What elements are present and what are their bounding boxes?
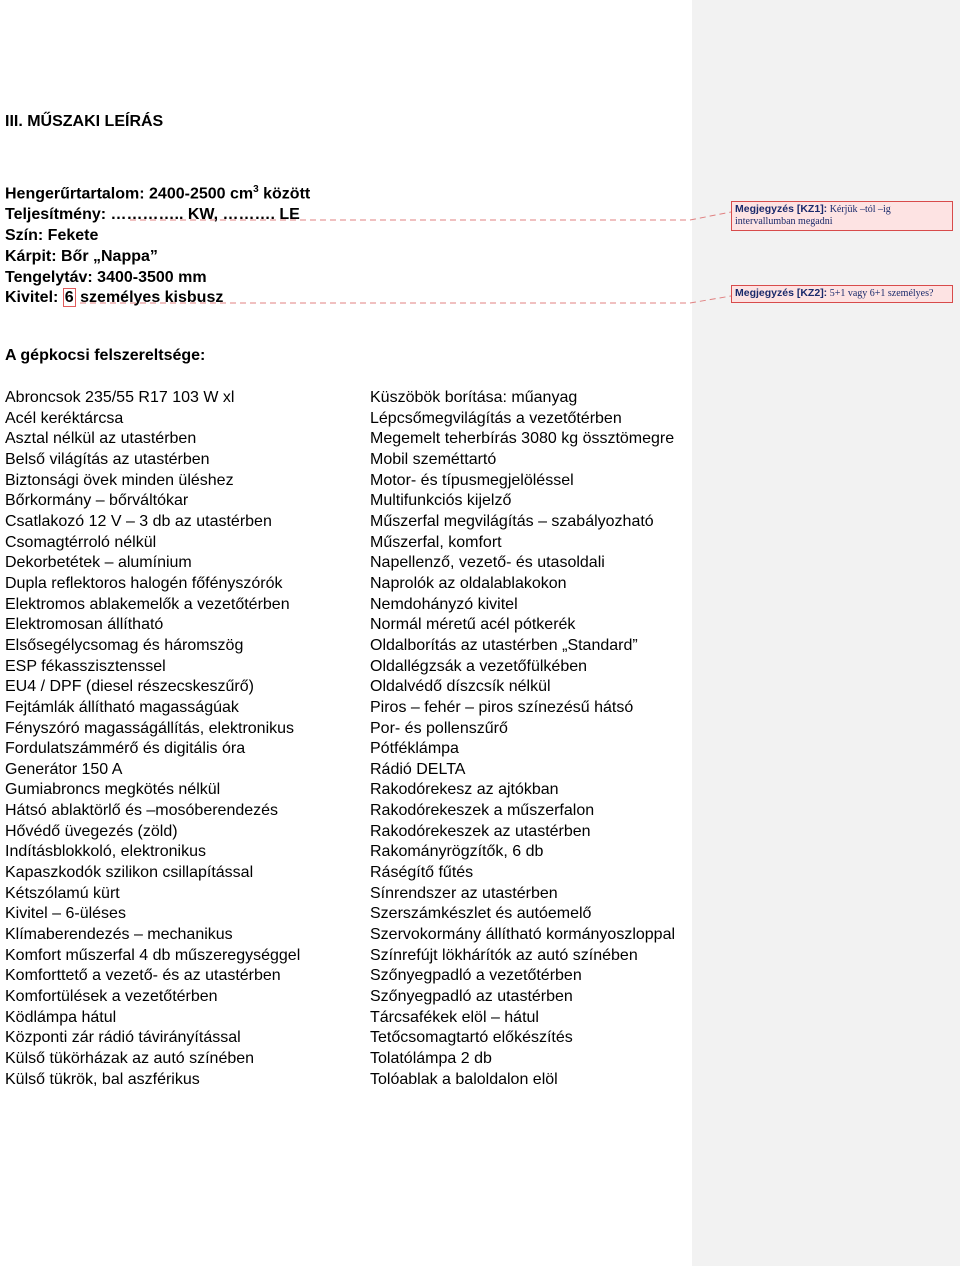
equipment-item: Tárcsafékek elöl – hátul [370,1008,539,1026]
equipment-item: ESP fékasszisztenssel [5,657,166,675]
equipment-item: Szőnyegpadló az utastérben [370,988,573,1006]
equipment-item: Elsősegélycsomag és háromszög [5,636,244,654]
equipment-item: Ráségítő fűtés [370,864,474,882]
comment-text: Kérjük –tól –ig intervallumban megadni [735,204,891,227]
spec-color: Szín: Fekete [5,226,99,244]
equipment-item: Biztonsági övek minden üléshez [5,471,234,489]
equipment-item: Asztal nélkül az utastérben [5,430,197,448]
equipment-item: Por- és pollenszűrő [370,719,508,737]
equipment-item: Hátsó ablaktörlő és –mosóberendezés [5,802,279,820]
equipment-item: Indításblokkoló, elektronikus [5,843,206,861]
equipment-item: Oldalvédő díszcsík nélkül [370,678,551,696]
spec-layout [5,288,405,309]
comment-text: 5+1 vagy 6+1 személyes? [829,288,934,299]
comment-kz2[interactable] [731,285,953,303]
spec-wheelbase: Tengelytáv: 3400-3500 mm [5,268,207,286]
equipment-item: Gumiabroncs megkötés nélkül [5,781,221,799]
spec-engine-text: Hengerűrtartalom: 2400-2500 cm [5,185,254,203]
equipment-item: Acél keréktárcsa [5,409,124,427]
equipment-item: Piros – fehér – piros színezésű hátsó [370,698,634,716]
equipment-item: EU4 / DPF (diesel részecskeszűrő) [5,678,254,696]
equipment-item: Hővédő üvegezés (zöld) [5,822,178,840]
equipment-item: Külső tükrök, bal aszférikus [5,1070,200,1088]
equipment-item: Oldallégzsák a vezetőfülkében [370,657,588,675]
equipment-list-right [370,388,682,1090]
comment-kz1[interactable] [731,201,953,231]
equipment-item: Komfortülések a vezetőtérben [5,988,218,1006]
equipment-item: Pótféklámpa [370,740,459,758]
equipment-item: Generátor 150 A [5,760,123,778]
equipment-item: Rakodórekeszek az utastérben [370,822,591,840]
equipment-title: A gépkocsi felszereltsége: [5,347,206,364]
equipment-item: Rádió DELTA [370,760,466,778]
equipment-item: Lépcsőmegvilágítás a vezetőtérben [370,409,622,427]
spec-layout-suffix: személyes kisbusz [75,289,224,307]
equipment-item: Tetőcsomagtartó előkészítés [370,1029,573,1047]
equipment-item: Csatlakozó 12 V – 3 db az utastérben [5,512,272,530]
comment-highlight[interactable]: 6 [64,289,74,307]
equipment-item: Központi zár rádió távirányítással [5,1029,241,1047]
equipment-item: Rakományrögzítők, 6 db [370,843,544,861]
equipment-list-left [5,388,317,1090]
spec-list [5,180,405,309]
equipment-item: Szőnyegpadló a vezetőtérben [370,967,582,985]
equipment-item: Multifunkciós kijelző [370,492,512,510]
equipment-item: Bőrkormány – bőrváltókar [5,492,189,510]
equipment-item: Napellenző, vezető- és utasoldali [370,554,605,572]
equipment-item: Műszerfal, komfort [370,533,502,551]
equipment-item: Oldalborítás az utastérben „Standard” [370,636,638,654]
equipment-item: Rakodórekeszek a műszerfalon [370,802,595,820]
equipment-item: Dupla reflektoros halogén főfényszórók [5,574,283,592]
equipment-item: Sínrendszer az utastérben [370,884,558,902]
equipment-item: Szervokormány állítható kormányoszloppal [370,926,676,944]
equipment-item: Elektromos ablakemelők a vezetőtérben [5,595,290,613]
spec-layout-text: Kivitel: [5,289,63,307]
equipment-item: Műszerfal megvilágítás – szabályozható [370,512,654,530]
section-title: III. MŰSZAKI LEÍRÁS [5,113,164,130]
spec-engine [5,180,405,205]
equipment-item: Kivitel – 6-üléses [5,905,126,923]
equipment-item: Kétszólamú kürt [5,884,120,902]
comment-ref: Megjegyzés [KZ1]: [735,203,828,215]
equipment-item: Komforttető a vezető- és az utastérben [5,967,281,985]
comment-ref: Megjegyzés [KZ2]: [735,287,828,299]
equipment-item: Fordulatszámmérő és digitális óra [5,740,246,758]
equipment-item: Csomagtérroló nélkül [5,533,157,551]
equipment-item: Komfort műszerfal 4 db műszeregységgel [5,946,301,964]
equipment-item: Fényszóró magasságállítás, elektronikus [5,719,295,737]
spec-engine-suffix: között [258,185,311,203]
equipment-item: Rakodórekesz az ajtókban [370,781,559,799]
equipment-item: Normál méretű acél pótkerék [370,616,576,634]
equipment-item: Ködlámpa hátul [5,1008,117,1026]
equipment-item: Külső tükörházak az autó színében [5,1050,255,1067]
equipment-item: Naprolók az oldalablakokon [370,574,567,592]
equipment-item: Elektromosan állítható [5,616,164,634]
equipment-item: Küszöbök borítása: műanyag [370,389,578,406]
equipment-item: Megemelt teherbírás 3080 kg össztömegre [370,430,675,448]
equipment-item: Klímaberendezés – mechanikus [5,926,233,944]
equipment-item: Abroncsok 235/55 R17 103 W xl [5,389,235,406]
equipment-item: Szerszámkészlet és autóemelő [370,905,592,923]
equipment-item: Belső világítás az utastérben [5,450,210,468]
equipment-item: Színrefújt lökhárítók az autó színében [370,946,638,964]
equipment-item: Fejtámlák állítható magasságúak [5,698,239,716]
equipment-item: Nemdohányzó kivitel [370,595,518,613]
equipment-item: Dekorbetétek – alumínium [5,554,192,572]
spec-power: Teljesítmény: ………….. KW, ………. LE [5,206,300,224]
equipment-item: Tolatólámpa 2 db [370,1050,492,1067]
equipment-item: Tolóablak a baloldalon elöl [370,1070,558,1088]
equipment-item: Kapaszkodók szilikon csillapítással [5,864,254,882]
spec-engine-sup: 3 [253,184,259,195]
equipment-item: Mobil szeméttartó [370,450,497,468]
spec-upholstery: Kárpit: Bőr „Nappa” [5,247,158,265]
equipment-item: Motor- és típusmegjelöléssel [370,471,574,489]
